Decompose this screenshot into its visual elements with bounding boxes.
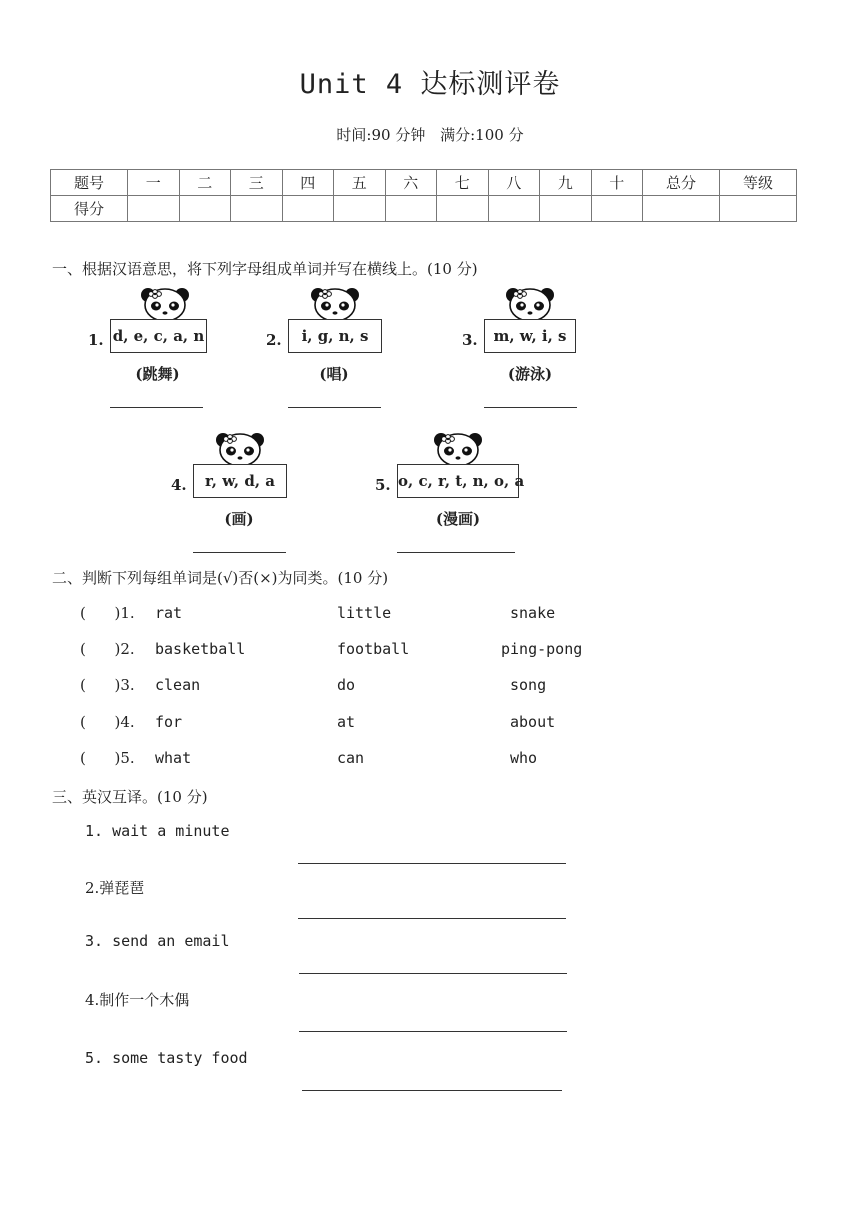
score-cell: 九	[540, 170, 592, 196]
section3-title: 三、英汉互译。(10 分)	[52, 788, 208, 806]
page-title	[0, 62, 860, 101]
judge-row	[80, 676, 700, 698]
chinese-hint: (漫画)	[435, 510, 481, 528]
panda-icon	[504, 285, 556, 323]
score-cell: 十	[591, 170, 643, 196]
letters-box: r, w, d, a	[193, 464, 287, 498]
score-input-cell[interactable]	[591, 196, 643, 222]
letters-box: m, w, i, s	[484, 319, 576, 353]
score-input-cell[interactable]	[179, 196, 231, 222]
exam-info	[0, 124, 860, 145]
answer-line[interactable]	[110, 407, 203, 408]
score-input-cell[interactable]	[643, 196, 720, 222]
score-cell: 三	[231, 170, 283, 196]
word-card-2	[266, 285, 398, 415]
score-input-cell[interactable]	[488, 196, 540, 222]
score-cell: 题号	[51, 170, 128, 196]
panda-icon	[139, 285, 191, 323]
letters-box: o, c, r, t, n, o, a	[397, 464, 519, 498]
score-table-score-row	[51, 196, 797, 222]
score-input-cell[interactable]	[385, 196, 437, 222]
answer-line[interactable]	[288, 407, 381, 408]
item-number: 5.	[375, 476, 391, 494]
score-cell: 八	[488, 170, 540, 196]
word: clean	[155, 676, 201, 694]
section2-title: 二、判断下列每组单词是(√)否(×)为同类。(10 分)	[52, 569, 389, 587]
item-number: 3.	[462, 331, 478, 349]
score-input-cell[interactable]	[128, 196, 180, 222]
judge-row	[80, 640, 700, 662]
answer-paren[interactable]: ( )5.	[80, 749, 135, 767]
judge-row	[80, 713, 700, 735]
score-input-cell[interactable]	[334, 196, 386, 222]
score-table	[50, 169, 797, 222]
score-input-cell[interactable]	[231, 196, 283, 222]
answer-paren[interactable]: ( )4.	[80, 713, 135, 731]
word: football	[337, 640, 410, 658]
word: who	[510, 749, 538, 767]
translation-item: 4.制作一个木偶	[85, 991, 190, 1009]
word: what	[155, 749, 192, 767]
score-cell: 六	[385, 170, 437, 196]
translation-item: 3. send an email	[85, 932, 230, 950]
answer-line[interactable]	[299, 973, 567, 974]
answer-line[interactable]	[193, 552, 286, 553]
score-input-cell[interactable]	[282, 196, 334, 222]
chinese-hint: (唱)	[319, 365, 349, 383]
answer-paren[interactable]: ( )3.	[80, 676, 135, 694]
word-card-4	[171, 430, 303, 560]
score-cell: 七	[437, 170, 489, 196]
word: at	[337, 713, 356, 731]
time-limit: 时间:90 分钟	[336, 126, 426, 144]
judge-row	[80, 604, 700, 626]
answer-line[interactable]	[397, 552, 515, 553]
answer-line[interactable]	[302, 1090, 562, 1091]
score-input-cell[interactable]	[720, 196, 797, 222]
score-cell: 总分	[643, 170, 720, 196]
answer-line[interactable]	[484, 407, 577, 408]
word: ping-pong	[501, 640, 583, 658]
translation-item: 1. wait a minute	[85, 822, 230, 840]
translation-item: 2.弹琵琶	[85, 879, 145, 897]
word: do	[337, 676, 356, 694]
score-cell: 一	[128, 170, 180, 196]
panda-icon	[432, 430, 484, 468]
score-input-cell[interactable]	[437, 196, 489, 222]
section1-title: 一、根据汉语意思，将下列字母组成单词并写在横线上。(10 分)	[52, 260, 478, 278]
score-cell: 等级	[720, 170, 797, 196]
word: basketball	[155, 640, 246, 658]
word-card-1	[88, 285, 220, 415]
word: for	[155, 713, 183, 731]
word-card-3	[462, 285, 594, 415]
item-number: 4.	[171, 476, 187, 494]
chinese-hint: (画)	[224, 510, 254, 528]
panda-icon	[309, 285, 361, 323]
answer-line[interactable]	[299, 1031, 567, 1032]
letters-box: d, e, c, a, n	[110, 319, 207, 353]
score-cell: 二	[179, 170, 231, 196]
letters-box: i, g, n, s	[288, 319, 382, 353]
full-score: 满分:100 分	[440, 126, 524, 144]
word: little	[337, 604, 392, 622]
word-card-5	[375, 430, 525, 560]
word: about	[510, 713, 556, 731]
word: can	[337, 749, 365, 767]
word: rat	[155, 604, 183, 622]
word: snake	[510, 604, 556, 622]
chinese-hint: (游泳)	[507, 365, 553, 383]
panda-icon	[214, 430, 266, 468]
score-input-cell[interactable]	[540, 196, 592, 222]
judge-row	[80, 749, 700, 771]
answer-line[interactable]	[298, 918, 566, 919]
item-number: 2.	[266, 331, 282, 349]
answer-paren[interactable]: ( )2.	[80, 640, 135, 658]
title-text: Unit 4 达标测评卷	[299, 69, 561, 100]
score-cell: 得分	[51, 196, 128, 222]
translation-item: 5. some tasty food	[85, 1049, 248, 1067]
answer-line[interactable]	[298, 863, 566, 864]
score-table-header-row	[51, 170, 797, 196]
score-cell: 五	[334, 170, 386, 196]
word: song	[510, 676, 547, 694]
answer-paren[interactable]: ( )1.	[80, 604, 135, 622]
item-number: 1.	[88, 331, 104, 349]
score-cell: 四	[282, 170, 334, 196]
chinese-hint: (跳舞)	[135, 365, 180, 383]
